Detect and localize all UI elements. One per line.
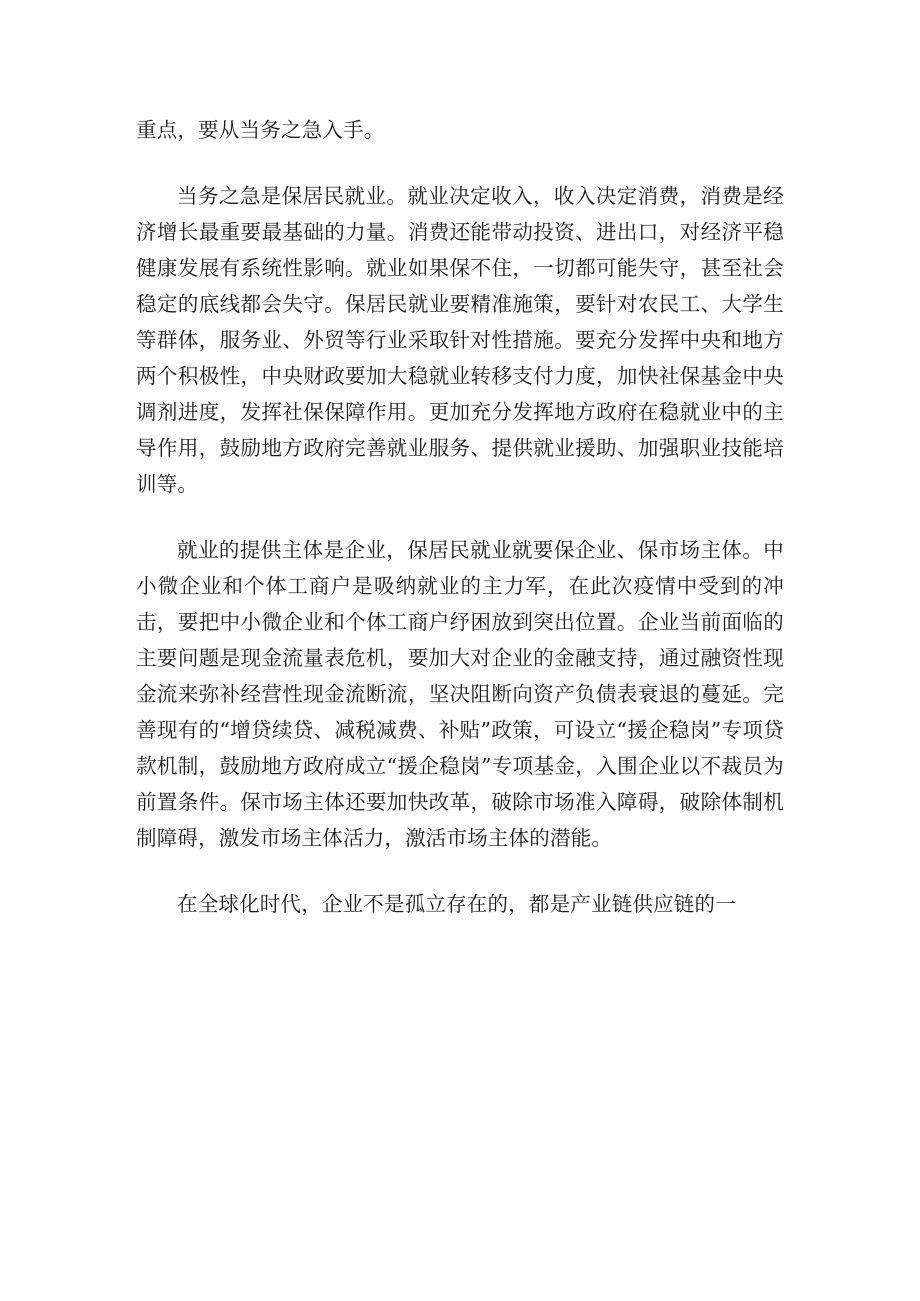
paragraph-employment: 当务之急是保居民就业。就业决定收入，收入决定消费，消费是经济增长最重要最基础的力量。消费还能带动投资、进出口，对经济平稳健康发展有系统性影响。就业如果保不住，一切都可能失守，甚至社会稳定的底线都会失守。保居民就业要精准施策，要针对农民工、大学生等群体，服务业、外贸等行业采取针对性措施。要充分发挥中央和地方两个积极性，中央财政要加大稳就业转移支付力度，加快社保基金中央调剂进度，发挥社保保障作用。更加充分发挥地方政府在稳就业中的主导作用，鼓励地方政府完善就业服务、提供就业援助、加强职业技能培训等。	[136, 184, 784, 496]
document-body	[136, 112, 784, 952]
paragraph-continuation: 重点，要从当务之急入手。	[136, 118, 385, 142]
paragraph-globalization: 在全球化时代，企业不是孤立存在的，都是产业链供应链的一	[177, 892, 736, 916]
paragraph-enterprises: 就业的提供主体是企业，保居民就业就要保企业、保市场主体。中小微企业和个体工商户是吸纳就业的主力军，在此次疫情中受到的冲击，要把中小微企业和个体工商户纾困放到突出位置。企业当前面临的主要问题是现金流量表危机，要加大对企业的金融支持，通过融资性现金流来弥补经营性现金流断流，坚决阻断向资产负债表衰退的蔓延。完善现有的“增贷续贷、减税减费、补贴”政策，可设立“援企稳岗”专项贷款机制，鼓励地方政府成立“援企稳岗”专项基金，入围企业以不裁员为前置条件。保市场主体还要加快改革，破除市场准入障碍，破除体制机制障碍，激发市场主体活力，激活市场主体的潜能。	[136, 538, 784, 850]
